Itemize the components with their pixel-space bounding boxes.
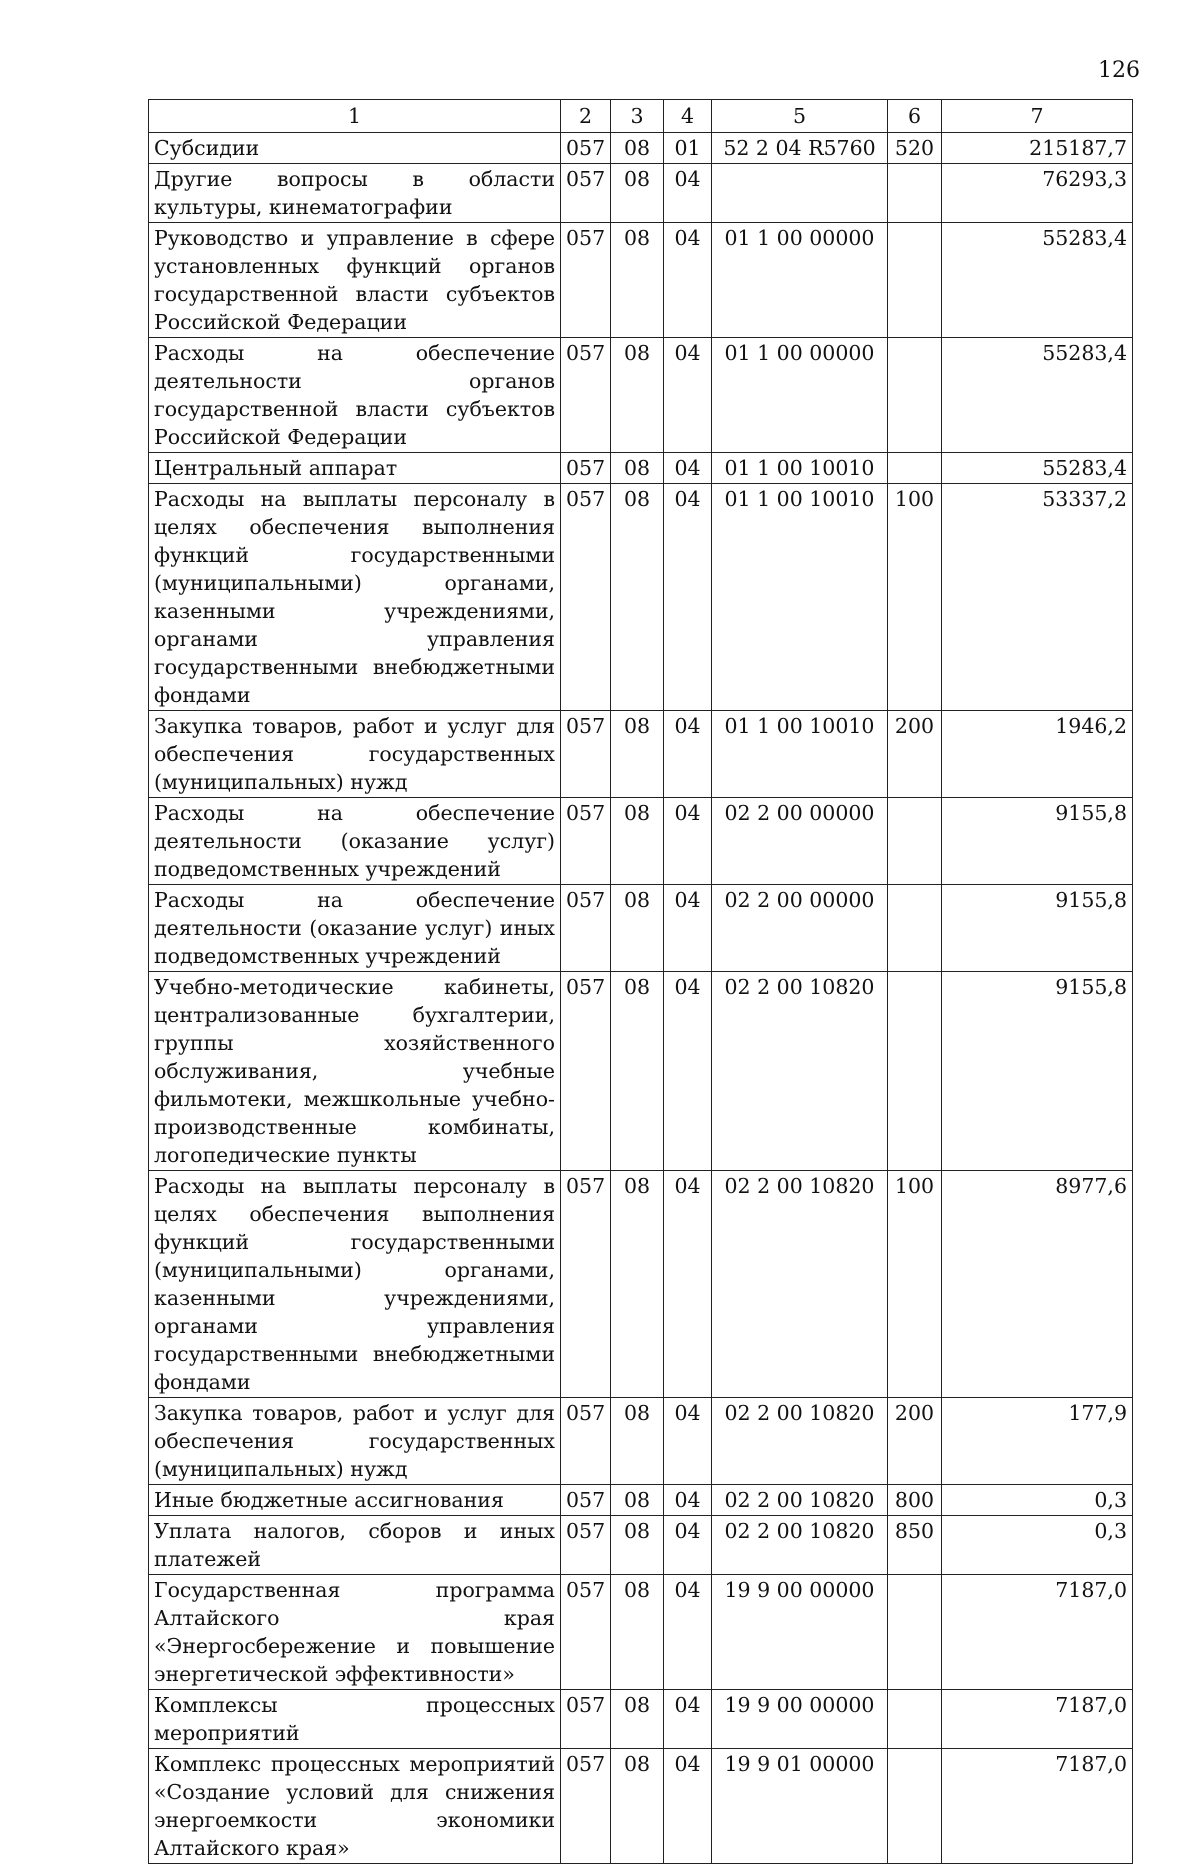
row-section-cell: 08 (611, 1690, 664, 1749)
row-subsection-cell: 04 (664, 1485, 712, 1516)
row-admin-code-cell: 057 (561, 1398, 611, 1485)
row-target-article-cell: 02 2 00 00000 (712, 798, 888, 885)
row-amount-cell: 55283,4 (942, 453, 1133, 484)
row-expense-type-cell: 850 (888, 1516, 942, 1575)
row-name-cell: Другие вопросы в области культуры, кинематографии (149, 164, 561, 223)
row-admin-code-cell: 057 (561, 885, 611, 972)
row-section-cell: 08 (611, 133, 664, 164)
row-expense-type-cell (888, 453, 942, 484)
row-amount-cell: 76293,3 (942, 164, 1133, 223)
table-row (149, 484, 1133, 711)
row-expense-type-cell: 200 (888, 1398, 942, 1485)
row-amount-cell: 55283,4 (942, 223, 1133, 338)
row-expense-type-cell (888, 1690, 942, 1749)
row-expense-type-cell (888, 338, 942, 453)
row-name-cell: Закупка товаров, работ и услуг для обеспечения государственных (муниципальных) нужд (149, 1398, 561, 1485)
row-subsection-cell: 04 (664, 711, 712, 798)
row-admin-code-cell: 057 (561, 1516, 611, 1575)
row-target-article-cell: 19 9 00 00000 (712, 1690, 888, 1749)
row-name-cell: Комплексы процессных мероприятий (149, 1690, 561, 1749)
row-amount-cell: 9155,8 (942, 972, 1133, 1171)
row-section-cell: 08 (611, 972, 664, 1171)
row-section-cell: 08 (611, 1171, 664, 1398)
row-amount-cell: 0,3 (942, 1485, 1133, 1516)
table-body (149, 133, 1133, 1864)
row-expense-type-cell: 520 (888, 133, 942, 164)
table-row (149, 1690, 1133, 1749)
row-section-cell: 08 (611, 885, 664, 972)
row-target-article-cell: 02 2 00 00000 (712, 885, 888, 972)
row-amount-cell: 9155,8 (942, 798, 1133, 885)
row-section-cell: 08 (611, 453, 664, 484)
table-row (149, 133, 1133, 164)
row-admin-code-cell: 057 (561, 798, 611, 885)
row-target-article-cell: 01 1 00 00000 (712, 338, 888, 453)
row-expense-type-cell (888, 1749, 942, 1864)
row-expense-type-cell: 100 (888, 484, 942, 711)
header-col-5: 5 (712, 100, 888, 133)
table-row (149, 711, 1133, 798)
table-row (149, 1485, 1133, 1516)
row-admin-code-cell: 057 (561, 453, 611, 484)
table-row (149, 1171, 1133, 1398)
row-name-cell: Расходы на выплаты персоналу в целях обеспечения выполнения функций государственными (муниципальными) органами, казенными учреждениями, органами управления государственными внебюджетными фондами (149, 484, 561, 711)
row-section-cell: 08 (611, 1485, 664, 1516)
table-row (149, 972, 1133, 1171)
row-amount-cell: 0,3 (942, 1516, 1133, 1575)
row-target-article-cell: 01 1 00 10010 (712, 453, 888, 484)
table-row (149, 798, 1133, 885)
row-section-cell: 08 (611, 338, 664, 453)
row-subsection-cell: 04 (664, 164, 712, 223)
row-target-article-cell: 02 2 00 10820 (712, 1398, 888, 1485)
row-amount-cell: 53337,2 (942, 484, 1133, 711)
row-subsection-cell: 04 (664, 1171, 712, 1398)
row-target-article-cell: 01 1 00 00000 (712, 223, 888, 338)
row-expense-type-cell (888, 972, 942, 1171)
row-target-article-cell: 02 2 00 10820 (712, 972, 888, 1171)
row-amount-cell: 7187,0 (942, 1575, 1133, 1690)
row-amount-cell: 215187,7 (942, 133, 1133, 164)
page-number: 126 (1098, 58, 1140, 83)
table-header-row (149, 100, 1133, 133)
row-subsection-cell: 04 (664, 972, 712, 1171)
budget-table (148, 99, 1133, 1864)
row-target-article-cell: 01 1 00 10010 (712, 484, 888, 711)
table-row (149, 1575, 1133, 1690)
row-admin-code-cell: 057 (561, 1690, 611, 1749)
row-admin-code-cell: 057 (561, 1749, 611, 1864)
row-name-cell: Расходы на обеспечение деятельности органов государственной власти субъектов Российской Федерации (149, 338, 561, 453)
row-target-article-cell: 19 9 00 00000 (712, 1575, 888, 1690)
row-target-article-cell: 52 2 04 R5760 (712, 133, 888, 164)
row-section-cell: 08 (611, 1749, 664, 1864)
row-amount-cell: 1946,2 (942, 711, 1133, 798)
row-admin-code-cell: 057 (561, 1485, 611, 1516)
row-amount-cell: 7187,0 (942, 1690, 1133, 1749)
row-subsection-cell: 04 (664, 338, 712, 453)
row-amount-cell: 8977,6 (942, 1171, 1133, 1398)
header-col-2: 2 (561, 100, 611, 133)
row-section-cell: 08 (611, 711, 664, 798)
row-section-cell: 08 (611, 798, 664, 885)
row-admin-code-cell: 057 (561, 711, 611, 798)
row-name-cell: Иные бюджетные ассигнования (149, 1485, 561, 1516)
table-row (149, 885, 1133, 972)
row-name-cell: Расходы на обеспечение деятельности (оказание услуг) иных подведомственных учреждений (149, 885, 561, 972)
row-expense-type-cell (888, 885, 942, 972)
header-col-3: 3 (611, 100, 664, 133)
row-expense-type-cell (888, 798, 942, 885)
row-subsection-cell: 01 (664, 133, 712, 164)
row-section-cell: 08 (611, 1516, 664, 1575)
row-subsection-cell: 04 (664, 1398, 712, 1485)
row-admin-code-cell: 057 (561, 484, 611, 711)
header-col-1: 1 (149, 100, 561, 133)
row-expense-type-cell (888, 164, 942, 223)
row-amount-cell: 177,9 (942, 1398, 1133, 1485)
row-expense-type-cell (888, 1575, 942, 1690)
table-row (149, 223, 1133, 338)
table-row (149, 1749, 1133, 1864)
row-admin-code-cell: 057 (561, 1575, 611, 1690)
row-section-cell: 08 (611, 484, 664, 711)
row-subsection-cell: 04 (664, 798, 712, 885)
row-target-article-cell: 01 1 00 10010 (712, 711, 888, 798)
row-amount-cell: 9155,8 (942, 885, 1133, 972)
row-amount-cell: 7187,0 (942, 1749, 1133, 1864)
row-name-cell: Закупка товаров, работ и услуг для обеспечения государственных (муниципальных) нужд (149, 711, 561, 798)
row-admin-code-cell: 057 (561, 338, 611, 453)
table-row (149, 338, 1133, 453)
table-row (149, 453, 1133, 484)
row-expense-type-cell (888, 223, 942, 338)
row-name-cell: Расходы на обеспечение деятельности (оказание услуг) подведомственных учреждений (149, 798, 561, 885)
row-name-cell: Государственная программа Алтайского края «Энергосбережение и повышение энергетической эффективности» (149, 1575, 561, 1690)
row-subsection-cell: 04 (664, 1749, 712, 1864)
row-section-cell: 08 (611, 1398, 664, 1485)
row-subsection-cell: 04 (664, 1575, 712, 1690)
row-expense-type-cell: 200 (888, 711, 942, 798)
row-name-cell: Руководство и управление в сфере установленных функций органов государственной власти субъектов Российской Федерации (149, 223, 561, 338)
row-subsection-cell: 04 (664, 484, 712, 711)
header-col-6: 6 (888, 100, 942, 133)
row-subsection-cell: 04 (664, 223, 712, 338)
row-expense-type-cell: 100 (888, 1171, 942, 1398)
row-subsection-cell: 04 (664, 885, 712, 972)
table-row (149, 1516, 1133, 1575)
row-target-article-cell: 02 2 00 10820 (712, 1516, 888, 1575)
row-name-cell: Центральный аппарат (149, 453, 561, 484)
header-col-7: 7 (942, 100, 1133, 133)
table-row (149, 164, 1133, 223)
row-subsection-cell: 04 (664, 453, 712, 484)
row-subsection-cell: 04 (664, 1516, 712, 1575)
row-name-cell: Субсидии (149, 133, 561, 164)
row-name-cell: Уплата налогов, сборов и иных платежей (149, 1516, 561, 1575)
row-target-article-cell (712, 164, 888, 223)
row-admin-code-cell: 057 (561, 164, 611, 223)
row-name-cell: Расходы на выплаты персоналу в целях обеспечения выполнения функций государственными (муниципальными) органами, казенными учреждениями, органами управления государственными внебюджетными фондами (149, 1171, 561, 1398)
row-section-cell: 08 (611, 164, 664, 223)
row-amount-cell: 55283,4 (942, 338, 1133, 453)
row-target-article-cell: 02 2 00 10820 (712, 1485, 888, 1516)
row-name-cell: Комплекс процессных мероприятий «Создание условий для снижения энергоемкости экономики Алтайского края» (149, 1749, 561, 1864)
row-admin-code-cell: 057 (561, 972, 611, 1171)
row-admin-code-cell: 057 (561, 223, 611, 338)
row-section-cell: 08 (611, 223, 664, 338)
row-name-cell: Учебно-методические кабинеты, централизованные бухгалтерии, группы хозяйственного обслуживания, учебные фильмотеки, межшкольные учебно-производственные комбинаты, логопедические пункты (149, 972, 561, 1171)
header-col-4: 4 (664, 100, 712, 133)
row-section-cell: 08 (611, 1575, 664, 1690)
row-target-article-cell: 19 9 01 00000 (712, 1749, 888, 1864)
table-row (149, 1398, 1133, 1485)
row-subsection-cell: 04 (664, 1690, 712, 1749)
row-expense-type-cell: 800 (888, 1485, 942, 1516)
row-admin-code-cell: 057 (561, 1171, 611, 1398)
row-target-article-cell: 02 2 00 10820 (712, 1171, 888, 1398)
row-admin-code-cell: 057 (561, 133, 611, 164)
